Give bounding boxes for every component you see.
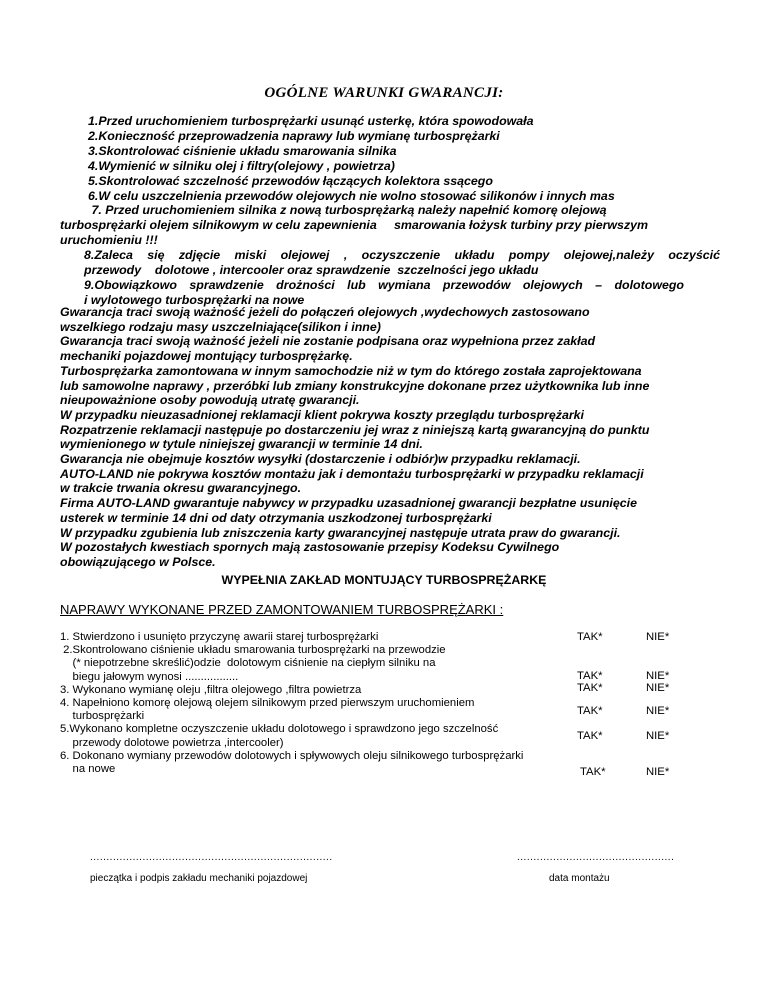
- yes-option[interactable]: TAK*: [577, 631, 603, 643]
- repair-item: przewody dolotowe powietrza ,intercooler): [60, 736, 284, 749]
- conditions-list: [60, 114, 720, 308]
- warranty-terms: [60, 305, 720, 570]
- condition-item: 2.Konieczność przeprowadzenia naprawy lub wymianę turbosprężarki: [88, 128, 500, 143]
- term-line: W pozostałych kwestiach spornych mają zastosowanie przepisy Kodeksu Cywilnego: [60, 540, 560, 555]
- condition-item: 4.Wymienić w silniku olej i filtry(olejowy , powietrza): [88, 158, 395, 173]
- condition-item: 6.W celu uszczelnienia przewodów olejowych nie wolno stosować silikonów i innych mas: [88, 188, 615, 203]
- no-option[interactable]: NIE*: [646, 631, 670, 643]
- repairs-list: [60, 631, 560, 776]
- no-option[interactable]: NIE*: [646, 682, 670, 694]
- no-option[interactable]: NIE*: [646, 730, 670, 742]
- term-line: nieupoważnione osoby powodują utratę gwarancji.: [60, 393, 360, 408]
- yes-option[interactable]: TAK*: [577, 730, 603, 742]
- term-line: usterek w terminie 14 dni od daty otrzymania uszkodzonej turbosprężarki: [60, 510, 492, 525]
- date-label: data montażu: [549, 873, 610, 884]
- term-line: lub samowolne naprawy , przeróbki lub zmiany konstrukcyjne dokonane przez użytkownika lub inne: [60, 378, 650, 393]
- repairs-title: NAPRAWY WYKONANE PRZED ZAMONTOWANIEM TURBOSPRĘŻARKI :: [60, 602, 504, 617]
- signature-label: pieczątka i podpis zakładu mechaniki pojazdowej: [90, 873, 308, 884]
- term-line: obowiązującego w Polsce.: [60, 554, 216, 569]
- yes-option[interactable]: TAK*: [580, 766, 606, 778]
- repair-item: 2.Skontrolowano ciśnienie układu smarowania turbosprężarki na przewodzie: [60, 644, 446, 657]
- no-option[interactable]: NIE*: [646, 766, 670, 778]
- repair-item: 1. Stwierdzono i usunięto przyczynę awarii starej turbosprężarki: [60, 631, 379, 643]
- condition-item: i wylotowego turbosprężarki na nowe: [84, 292, 305, 307]
- condition-item: przewody dolotowe , intercooler oraz sprawdzenie szczelności jego układu: [84, 263, 539, 278]
- term-line: Firma AUTO-LAND gwarantuje nabywcy w przypadku uzasadnionej gwarancji bezpłatne usunięcie: [60, 496, 637, 511]
- repair-item: (* niepotrzebne skreślić)odzie dolotowym ciśnienie na ciepłym silniku na: [60, 657, 436, 670]
- condition-item: 3.Skontrolować ciśnienie układu smarowania silnika: [88, 143, 397, 158]
- term-line: Gwarancja nie obejmuje kosztów wysyłki (dostarczenie i odbiór)w przypadku reklamacji.: [60, 452, 581, 467]
- term-line: mechaniki pojazdowej montujący turbosprężarkę.: [60, 349, 353, 364]
- no-option[interactable]: NIE*: [646, 705, 670, 717]
- date-line[interactable]: ................................................: [517, 852, 675, 863]
- yes-option[interactable]: TAK*: [577, 682, 603, 694]
- term-line: wszelkiego rodzaju masy uszczelniające(silikon i inne): [60, 319, 381, 334]
- term-line: Rozpatrzenie reklamacji następuje po dostarczeniu jej wraz z niniejszą kartą gwarancyjną do punktu: [60, 422, 650, 437]
- term-line: AUTO-LAND nie pokrywa kosztów montażu jak i demontażu turbosprężarki w przypadku reklamacji: [60, 466, 644, 481]
- yes-option[interactable]: TAK*: [577, 705, 603, 717]
- term-line: W przypadku zgubienia lub zniszczenia karty gwarancyjnej następuje utrata praw do gwarancji.: [60, 525, 621, 540]
- term-line: Gwarancja traci swoją ważność jeżeli nie zostanie podpisana oraz wypełniona przez zakład: [60, 334, 596, 349]
- repair-item: 6. Dokonano wymiany przewodów dolotowych i spływowych oleju silnikowego turbosprężarki: [60, 749, 524, 762]
- repair-item: na nowe: [60, 763, 116, 776]
- condition-item: uruchomieniu !!!: [60, 233, 158, 248]
- term-line: Gwarancja traci swoją ważność jeżeli do połączeń olejowych ,wydechowych zastosowano: [60, 305, 590, 319]
- term-line: W przypadku nieuzasadnionej reklamacji klient pokrywa koszty przeglądu turbosprężarki: [60, 407, 584, 422]
- repair-item: turbosprężarki: [60, 710, 145, 723]
- condition-item: 7. Przed uruchomieniem silnika z nową turbosprężarką należy napełnić komorę olejową: [88, 203, 607, 218]
- condition-item: 1.Przed uruchomieniem turbosprężarki usunąć usterkę, która spowodowała: [88, 114, 534, 128]
- yes-option[interactable]: TAK*: [577, 670, 603, 682]
- condition-item: 5.Skontrolować szczelność przewodów łączących kolektora ssącego: [88, 173, 493, 188]
- repair-item: 3. Wykonano wymianę oleju ,filtra olejowego ,filtra powietrza: [60, 683, 362, 696]
- condition-item: turbosprężarki olejem silnikowym w celu zapewnienia smarowania łożysk turbiny przy pierwszym: [60, 218, 649, 233]
- repair-item: 4. Napełniono komorę olejową olejem silnikowym przed pierwszym uruchomieniem: [60, 697, 475, 710]
- signature-line[interactable]: ..........................................................................: [90, 852, 333, 863]
- condition-item: 9.Obowiązkowo sprawdzenie drożności lub wymiana przewodów olejowych – dolotowego: [84, 277, 684, 292]
- term-line: Turbosprężarka zamontowana w innym samochodzie niż w tym do którego została zaprojektowana: [60, 363, 642, 378]
- term-line: wymienionego w tytule niniejszej gwarancji w terminie 14 dni.: [60, 437, 423, 452]
- repair-item: biegu jałowym wynosi .................: [60, 670, 239, 683]
- condition-item: 8.Zaleca się zdjęcie miski olejowej , oczyszczenie układu pompy olejowej,należy oczyścić: [84, 248, 720, 263]
- fill-heading: WYPEŁNIA ZAKŁAD MONTUJĄCY TURBOSPRĘŻARKĘ: [221, 573, 547, 587]
- document-title: OGÓLNE WARUNKI GWARANCJI:: [264, 85, 504, 101]
- no-option[interactable]: NIE*: [646, 670, 670, 682]
- term-line: w trakcie trwania okresu gwarancyjnego.: [60, 481, 302, 496]
- repair-item: 5.Wykonano kompletne oczyszczenie układu dolotowego i sprawdzono jego szczelność: [60, 723, 499, 736]
